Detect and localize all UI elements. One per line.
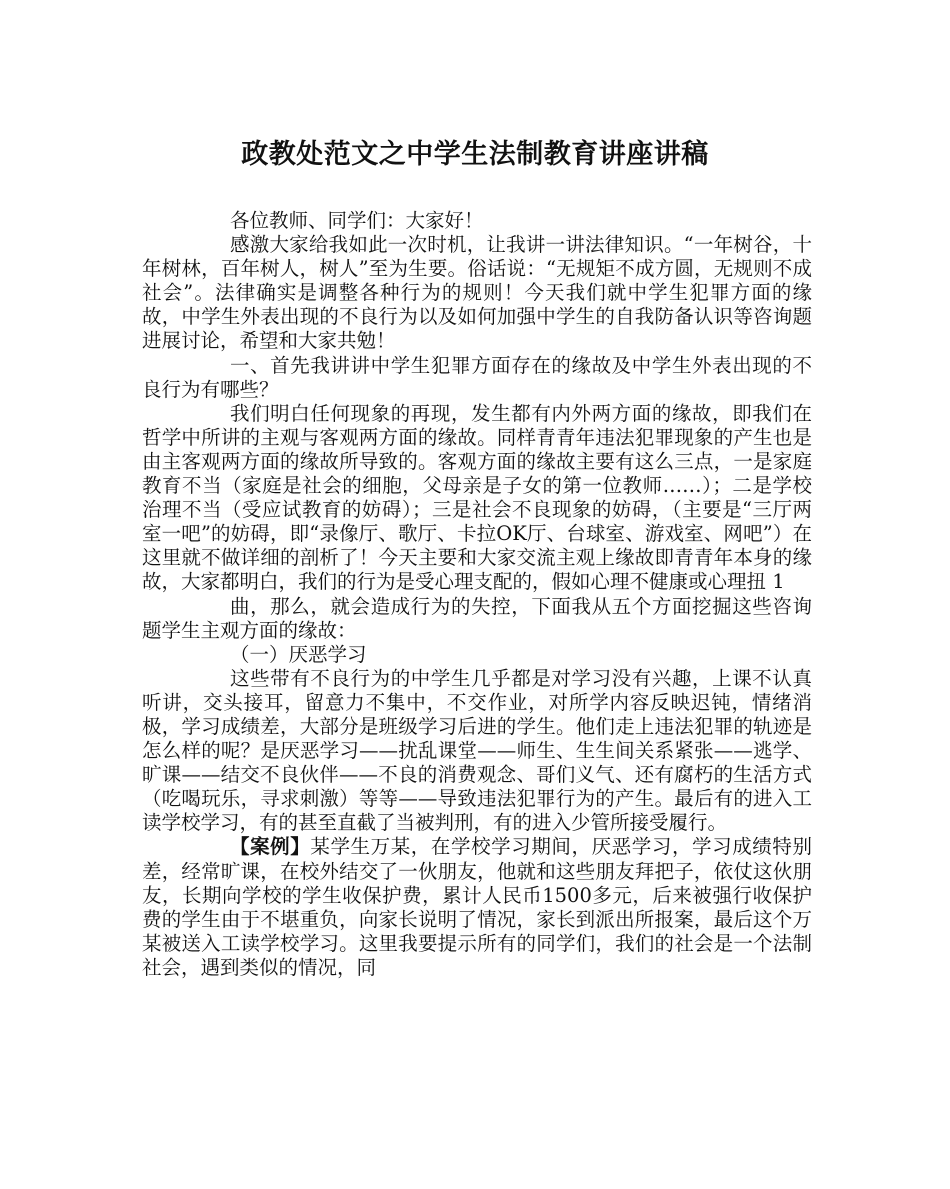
paragraph-causes-continued: 曲，那么，就会造成行为的失控，下面我从五个方面挖掘这些咨询题学生主观方面的缘故：	[142, 594, 812, 642]
case-label: 【案例】	[230, 835, 311, 859]
document-body	[142, 209, 812, 980]
paragraph-section-one-heading: 一、首先我讲讲中学生犯罪方面存在的缘故及中学生外表出现的不良行为有哪些？	[142, 353, 812, 401]
document-title: 政教处范文之中学生法制教育讲座讲稿	[241, 139, 709, 170]
paragraph-case	[142, 835, 812, 980]
paragraph-study-aversion: 这些带有不良行为的中学生几乎都是对学习没有兴趣，上课不认真听讲，交头接耳，留意力不集中，不交作业，对所学内容反映迟钝，情绪消极，学习成绩差，大部分是班级学习后进的学生。他们走上违法犯罪的轨迹是怎么样的呢？是厌恶学习——扰乱课堂——师生、生生间关系紧张——逃学、旷课——结交不良伙伴——不良的消费观念、哥们义气、还有腐朽的生活方式（吃喝玩乐，寻求刺激）等等——导致违法犯罪行为的产生。最后有的进入工读学校学习，有的甚至直截了当被判刑，有的进入少管所接受履行。	[142, 666, 812, 835]
paragraph-intro: 感激大家给我如此一次时机，让我讲一讲法律知识。“一年树谷，十年树林，百年树人，树人”至为生要。俗话说：“无规矩不成方圆，无规则不成社会”。法律确实是调整各种行为的规则！今天我们就中学生犯罪方面的缘故，中学生外表出现的不良行为以及如何加强中学生的自我防备认识等咨询题进展讨论，希望和大家共勉！	[142, 233, 812, 353]
case-text: 某学生万某，在学校学习期间，厌恶学习，学习成绩特别差，经常旷课，在校外结交了一伙朋友，他就和这些朋友拜把子，依仗这伙朋友，长期向学校的学生收保护费，累计人民币1500多元，后来被强行收保护费的学生由于不堪重负，向家长说明了情况，家长到派出所报案，最后这个万某被送入工读学校学习。这里我要提示所有的同学们，我们的社会是一个法制社会，遇到类似的情况，同	[142, 835, 812, 979]
subsection-heading-study-aversion: （一）厌恶学习	[230, 642, 367, 666]
paragraph-causes: 我们明白任何现象的再现，发生都有内外两方面的缘故，即我们在哲学中所讲的主观与客观两方面的缘故。同样青青年违法犯罪现象的产生也是由主客观两方面的缘故所导致的。客观方面的缘故主要有这么三点，一是家庭教育不当（家庭是社会的细胞，父母亲是子女的第一位教师……）；二是学校治理不当（受应试教育的妨碍）；三是社会不良现象的妨碍，（主要是“三厅两室一吧”的妨碍，即“录像厅、歌厅、卡拉OK厅、台球室、游戏室、网吧”）在这里就不做详细的剖析了！今天主要和大家交流主观上缘故即青青年本身的缘故，大家都明白，我们的行为是受心理支配的，假如心理不健康或心理扭 1	[142, 401, 812, 594]
paragraph-greeting: 各位教师、同学们：大家好！	[230, 209, 484, 232]
